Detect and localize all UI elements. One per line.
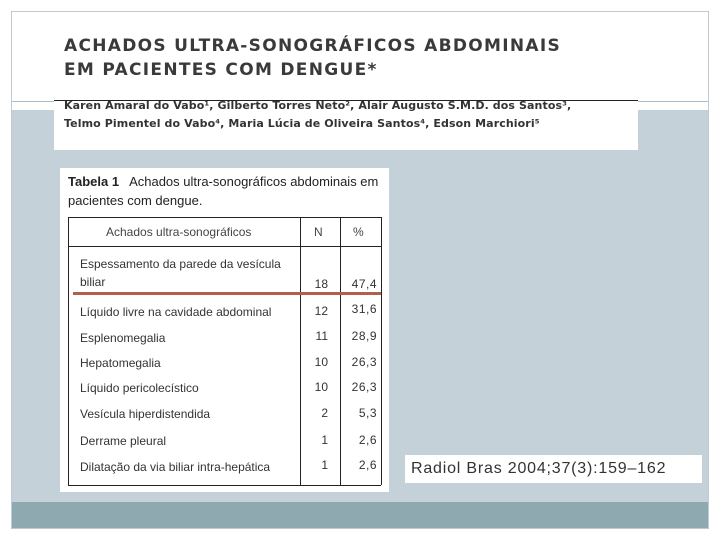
table-row-finding: Dilatação da via biliar intra-hepática (80, 460, 271, 474)
column-header-findings: Achados ultra-sonográficos (106, 225, 252, 239)
footer-band (12, 502, 708, 528)
table-header-rule (68, 246, 381, 247)
table-row-percent: 28,9 (351, 329, 377, 343)
citation-text: Radiol Bras 2004;37(3):159–162 (411, 460, 667, 477)
table-row-percent: 26,3 (351, 380, 377, 394)
table-row-percent: 2,6 (358, 433, 377, 447)
table-row-finding: Líquido livre na cavidade abdominal (80, 305, 272, 319)
table-row-percent: 2,6 (358, 458, 377, 472)
table-caption (68, 172, 388, 210)
table-column-line (68, 217, 69, 485)
author-list (64, 97, 571, 133)
table-top-rule (68, 217, 381, 218)
table-row-finding: Esplenomegalia (80, 331, 166, 345)
table-row-n: 12 (314, 304, 328, 318)
article-title (64, 34, 561, 82)
article-header (54, 16, 638, 150)
findings-table-card (60, 168, 389, 492)
table-bottom-rule (68, 485, 381, 486)
table-row-finding: Hepatomegalia (80, 356, 161, 370)
table-column-line (381, 217, 382, 485)
table-row-n: 2 (321, 406, 328, 420)
table-row-percent: 26,3 (351, 355, 377, 369)
article-title-line-2: EM PACIENTES COM DENGUE* (64, 60, 378, 80)
table-row-n: 10 (314, 355, 328, 369)
table-row-percent: 5,3 (358, 406, 377, 420)
table-row-finding: Derrame pleural (80, 434, 167, 448)
table-row-n: 1 (321, 433, 328, 447)
table-row-finding: Vesícula hiperdistendida (80, 407, 211, 421)
table-row-finding: Espessamento da parede da vesícula biliar (80, 257, 281, 289)
table-row-finding: Líquido pericolecístico (80, 381, 199, 395)
highlight-underline (73, 292, 381, 295)
table-row-percent: 47,4 (351, 277, 377, 291)
table-row-n: 18 (314, 277, 328, 291)
author-line-1: Karen Amaral do Vabo¹, Gilberto Torres Neto², Alair Augusto S.M.D. dos Santos³, (64, 99, 572, 112)
column-header-percent: % (353, 225, 364, 239)
table-row-n: 10 (314, 380, 328, 394)
table-caption-text: Achados ultra-sonográficos abdominais em pacientes com dengue. (68, 174, 379, 208)
table-caption-label: Tabela 1 (68, 174, 120, 189)
article-title-line-1: ACHADOS ULTRA-SONOGRÁFICOS ABDOMINAIS (64, 36, 562, 56)
author-line-2: Telmo Pimentel do Vabo⁴, Maria Lúcia de Oliveira Santos⁴, Edson Marchiori⁵ (64, 117, 540, 130)
citation-box (405, 455, 702, 483)
table-row-percent: 31,6 (351, 302, 377, 316)
table-row-n: 1 (321, 458, 328, 472)
table-row-n: 11 (315, 329, 328, 343)
column-header-n: N (314, 225, 323, 239)
